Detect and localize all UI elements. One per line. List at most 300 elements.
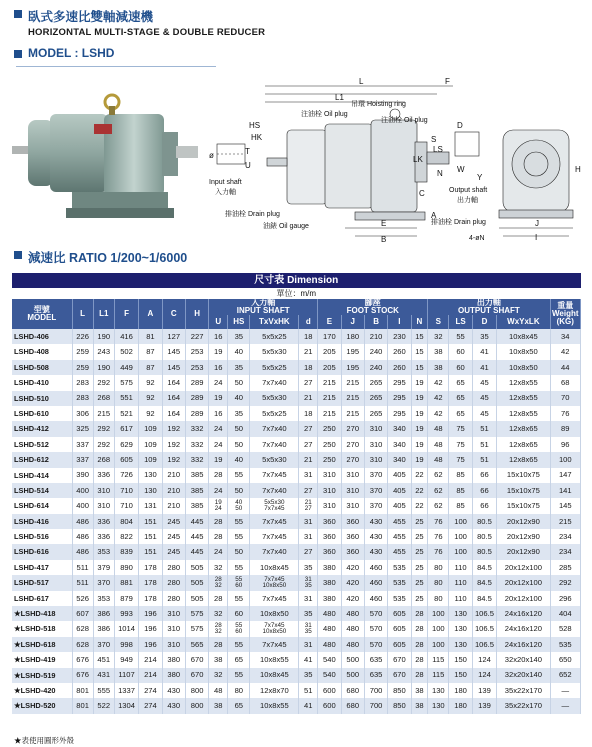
table-cell: 480 [318, 637, 341, 652]
table-cell: 370 [364, 498, 387, 513]
table-cell: 89 [550, 421, 580, 436]
table-cell: 5x5x30 [250, 452, 299, 467]
table-cell: 106.5 [472, 621, 496, 636]
table-cell: 310 [93, 498, 114, 513]
table-cell: 15x10x75 [497, 483, 550, 498]
table-cell: 150 [449, 652, 472, 667]
table-cell: 259 [72, 344, 93, 359]
table-cell: 19 [411, 452, 428, 467]
table-cell: 115 [428, 652, 449, 667]
table-cell: 332 [185, 437, 208, 452]
table-cell: 280 [162, 560, 185, 575]
group-foot-stock: 腳座 FOOT STOCK [318, 299, 428, 315]
input-shaft-label-cn: 入力軸 [215, 189, 236, 196]
table-cell: 81 [139, 329, 162, 344]
table-cell: 340 [388, 421, 411, 436]
table-cell: 998 [114, 637, 138, 652]
table-cell: 178 [139, 575, 162, 590]
footnote: ★表使用圓形外殼 [14, 736, 74, 745]
title-bullet [14, 10, 22, 18]
table-cell: 100 [550, 452, 580, 467]
table-cell: 370 [93, 575, 114, 590]
table-cell: 289 [185, 391, 208, 406]
title-en: HORIZONTAL MULTI-STAGE & DOUBLE REDUCER [28, 27, 266, 38]
col-E: E [318, 315, 341, 329]
table-cell: 283 [72, 391, 93, 406]
table-cell: 676 [72, 668, 93, 683]
table-cell: 215 [318, 391, 341, 406]
dim-4N: 4-øN [469, 235, 485, 242]
table-cell: 215 [318, 406, 341, 421]
table-cell: 100 [428, 606, 449, 621]
table-cell: 21 27 [299, 498, 318, 513]
table-cell: 575 [185, 621, 208, 636]
table-cell: 635 [364, 652, 387, 667]
table-cell: 65 [228, 698, 250, 713]
table-cell: 55 [228, 468, 250, 483]
model-cell: LSHD-616 [12, 544, 72, 559]
table-cell: 55 [228, 591, 250, 606]
table-cell: 84.5 [472, 591, 496, 606]
model-cell: LSHD-514 [12, 483, 72, 498]
table-cell: 7x7x45 [250, 591, 299, 606]
table-cell: 332 [185, 421, 208, 436]
table-cell: 70 [550, 391, 580, 406]
col-WxYxLK: WxYxLK [497, 315, 550, 329]
table-cell: 385 [185, 498, 208, 513]
table-cell: 35 [299, 668, 318, 683]
table-cell: 310 [364, 452, 387, 467]
table-cell: 196 [139, 606, 162, 621]
table-cell: 260 [388, 360, 411, 375]
table-cell: 178 [139, 591, 162, 606]
table-cell: 10x8x45 [250, 560, 299, 575]
table-cell: 31 [299, 591, 318, 606]
table-cell: 21 [299, 452, 318, 467]
table-cell: 804 [114, 514, 138, 529]
table-cell: 801 [72, 698, 93, 713]
model-cell: ★LSHD-618 [12, 637, 72, 652]
table-cell: 310 [162, 606, 185, 621]
group-input-shaft: 入力軸 INPUT SHAFT [209, 299, 318, 315]
table-cell: 360 [318, 514, 341, 529]
col-N: N [411, 315, 428, 329]
table-row [12, 591, 581, 606]
table-cell: 35 [228, 329, 250, 344]
table-cell: 380 [162, 652, 185, 667]
table-cell: 35 [299, 560, 318, 575]
table-cell: 676 [72, 652, 93, 667]
table-row [12, 437, 581, 452]
table-cell: 16 [209, 360, 228, 375]
table-cell: 460 [364, 591, 387, 606]
table-cell: 31 [299, 468, 318, 483]
table-cell: 7x7x45 [250, 514, 299, 529]
dim-HK: HK [251, 133, 263, 142]
table-cell: 526 [72, 591, 93, 606]
table-cell: 250 [318, 437, 341, 452]
table-cell: 380 [318, 575, 341, 590]
col-I: I [388, 315, 411, 329]
table-cell: 234 [550, 529, 580, 544]
table-cell: 600 [318, 683, 341, 698]
table-cell: 260 [388, 344, 411, 359]
table-cell: 68 [550, 375, 580, 390]
table-cell: 7x7x45 [250, 637, 299, 652]
table-cell: 24 [209, 421, 228, 436]
table-cell: 42 [428, 375, 449, 390]
table-cell: 710 [114, 498, 138, 513]
table-cell: 259 [72, 360, 93, 375]
table-cell: 28 [209, 468, 228, 483]
col-A: A [139, 299, 162, 329]
table-cell: 115 [428, 668, 449, 683]
col-B: B [364, 315, 387, 329]
table-cell: 28 [209, 529, 228, 544]
table-cell: 19 [411, 421, 428, 436]
table-cell: 283 [72, 375, 93, 390]
table-cell: 48 [428, 452, 449, 467]
table-cell: 7x7x40 [250, 375, 299, 390]
table-cell: 7x7x40 [250, 437, 299, 452]
table-cell: 340 [388, 437, 411, 452]
table-cell: 106.5 [472, 606, 496, 621]
table-cell: 486 [72, 544, 93, 559]
table-cell: 605 [114, 452, 138, 467]
table-cell: 190 [93, 329, 114, 344]
table-cell: 87 [139, 344, 162, 359]
table-cell: 45 [472, 391, 496, 406]
table-cell: 535 [388, 575, 411, 590]
model-cell: LSHD-416 [12, 514, 72, 529]
table-cell: 196 [139, 621, 162, 636]
table-cell: 385 [185, 468, 208, 483]
table-cell: 227 [185, 329, 208, 344]
table-cell: 38 [411, 683, 428, 698]
table-cell: 84.5 [472, 560, 496, 575]
table-cell: 51 [472, 452, 496, 467]
table-cell: 51 [299, 683, 318, 698]
table-cell: 215 [550, 514, 580, 529]
table-cell: 230 [388, 329, 411, 344]
table-cell: 65 [449, 375, 472, 390]
table-cell: 285 [550, 560, 580, 575]
table-cell: 41 [472, 344, 496, 359]
table-cell: 800 [185, 698, 208, 713]
table-cell: 420 [341, 575, 364, 590]
table-cell: 700 [364, 698, 387, 713]
col-L1: L1 [93, 299, 114, 329]
table-cell: 385 [185, 483, 208, 498]
table-cell: 28 [411, 621, 428, 636]
table-cell: 505 [185, 591, 208, 606]
table-cell: 21 [299, 391, 318, 406]
table-cell: 380 [162, 668, 185, 683]
table-cell: 92 [139, 406, 162, 421]
table-cell: 38 [209, 698, 228, 713]
table-cell: 85 [449, 498, 472, 513]
dim-L: L [359, 77, 364, 86]
table-cell: 151 [139, 544, 162, 559]
table-cell: 27 [299, 483, 318, 498]
table-cell: 28 32 [209, 575, 228, 590]
model-cell: LSHD-412 [12, 421, 72, 436]
table-cell: 139 [472, 683, 496, 698]
table-cell: 22 [411, 498, 428, 513]
model-cell: ★LSHD-518 [12, 621, 72, 636]
table-cell: 214 [139, 668, 162, 683]
table-cell: 850 [388, 683, 411, 698]
table-cell: 19 [209, 344, 228, 359]
table-cell: 40 50 [228, 498, 250, 513]
table-cell: 18 [299, 406, 318, 421]
drain-plug-label-1: 排油栓 Drain plug [225, 211, 280, 218]
table-cell: 1304 [114, 698, 138, 713]
table-cell: 430 [364, 529, 387, 544]
table-cell: 670 [185, 652, 208, 667]
table-cell: 430 [162, 683, 185, 698]
table-cell: 306 [72, 406, 93, 421]
table-cell: 28 [411, 668, 428, 683]
table-cell: 890 [114, 560, 138, 575]
table-cell: 19 [209, 391, 228, 406]
table-cell: 353 [93, 591, 114, 606]
table-cell: 32 [209, 668, 228, 683]
table-cell: 700 [364, 683, 387, 698]
table-row [12, 514, 581, 529]
table-cell: 190 [93, 360, 114, 375]
table-cell: 505 [185, 575, 208, 590]
table-cell: 19 [411, 375, 428, 390]
table-cell: 511 [72, 560, 93, 575]
table-cell: 455 [388, 544, 411, 559]
table-cell: 180 [449, 698, 472, 713]
table-cell: 55 [228, 637, 250, 652]
col-D: D [472, 315, 496, 329]
table-cell: 28 [209, 591, 228, 606]
table-cell: 295 [388, 391, 411, 406]
table-cell: 12x8x65 [497, 437, 550, 452]
table-cell: 15 [411, 329, 428, 344]
table-cell: 28 [209, 637, 228, 652]
dim-Y: Y [477, 173, 483, 182]
table-cell: 51 [472, 437, 496, 452]
table-cell: 85 [449, 483, 472, 498]
table-row [12, 575, 581, 590]
table-cell: 540 [318, 668, 341, 683]
col-d: d [299, 315, 318, 329]
table-cell: — [550, 698, 580, 713]
table-cell: 280 [162, 591, 185, 606]
table-cell: 196 [139, 637, 162, 652]
dim-J: J [535, 219, 539, 228]
table-cell: 280 [162, 575, 185, 590]
table-cell: 31 [299, 529, 318, 544]
table-cell: 295 [388, 406, 411, 421]
table-cell: 295 [388, 375, 411, 390]
table-cell: 289 [185, 406, 208, 421]
oil-plug-label-1: 注油栓 Oil plug [301, 111, 348, 118]
table-row [12, 698, 581, 713]
table-cell: 38 [209, 652, 228, 667]
group-output-shaft: 出力軸 OUTPUT SHAFT [428, 299, 550, 315]
table-cell: 110 [449, 591, 472, 606]
table-cell: 332 [185, 452, 208, 467]
table-cell: 12x8x55 [497, 406, 550, 421]
table-cell: 50 [228, 437, 250, 452]
table-cell: 80.5 [472, 544, 496, 559]
table-cell: 66 [472, 468, 496, 483]
table-cell: 38 [428, 344, 449, 359]
table-cell: 20x12x100 [497, 591, 550, 606]
table-cell: 360 [318, 529, 341, 544]
table-cell: 10x8x50 [250, 606, 299, 621]
table-cell: 310 [162, 637, 185, 652]
table-cell: — [550, 683, 580, 698]
table-cell: 27 [299, 375, 318, 390]
table-cell: 28 32 [209, 621, 228, 636]
table-cell: 310 [318, 498, 341, 513]
model-cell: LSHD-614 [12, 498, 72, 513]
table-cell: 253 [185, 360, 208, 375]
table-cell: 32 [209, 606, 228, 621]
table-cell: 50 [228, 544, 250, 559]
table-cell: 1014 [114, 621, 138, 636]
table-cell: 96 [550, 437, 580, 452]
table-cell: 124 [472, 668, 496, 683]
dimension-table [12, 273, 581, 714]
table-cell: 130 [449, 606, 472, 621]
model-label: MODEL : LSHD [28, 46, 115, 60]
table-cell: 5x5x25 [250, 406, 299, 421]
table-cell: 44 [550, 360, 580, 375]
table-cell: 270 [341, 452, 364, 467]
table-cell: 570 [364, 606, 387, 621]
table-cell: 145 [162, 344, 185, 359]
table-cell: 106.5 [472, 637, 496, 652]
table-cell: 7x7x40 [250, 544, 299, 559]
table-cell: 76 [550, 406, 580, 421]
table-cell: 62 [428, 468, 449, 483]
table-cell: 336 [93, 529, 114, 544]
table-cell: 38 [411, 698, 428, 713]
table-cell: 210 [162, 483, 185, 498]
dimension-drawing [205, 72, 583, 242]
table-cell: 87 [139, 360, 162, 375]
table-cell: 380 [318, 591, 341, 606]
table-cell: 245 [162, 529, 185, 544]
table-cell: 130 [139, 483, 162, 498]
table-cell: 27 [299, 437, 318, 452]
table-cell: 500 [341, 652, 364, 667]
table-cell: 80 [228, 683, 250, 698]
table-cell: 480 [318, 606, 341, 621]
col-J: J [341, 315, 364, 329]
model-rule [16, 66, 216, 67]
table-cell: 5x5x30 [250, 391, 299, 406]
table-cell: 274 [139, 698, 162, 713]
table-cell: 451 [93, 652, 114, 667]
col-weight: 重量 Weight (KG) [550, 299, 580, 329]
table-cell: 75 [449, 421, 472, 436]
table-cell: 405 [388, 483, 411, 498]
table-cell: 130 [449, 621, 472, 636]
table-cell: 292 [550, 575, 580, 590]
table-cell: 25 [411, 560, 428, 575]
title-cn: 臥式多速比雙軸減速機 [28, 10, 154, 24]
table-cell: 289 [185, 375, 208, 390]
table-cell: 430 [364, 514, 387, 529]
table-cell: 180 [449, 683, 472, 698]
table-cell: 570 [364, 621, 387, 636]
table-cell: 670 [185, 668, 208, 683]
oil-plug-label-2: 注油栓 Oil plug [381, 117, 428, 124]
hoisting-ring-label: 吊環 Hoisting ring [351, 101, 406, 108]
table-cell: 195 [341, 344, 364, 359]
table-cell: 45 [472, 375, 496, 390]
reducer-photo [12, 92, 198, 222]
table-cell: 617 [114, 421, 138, 436]
table-cell: 380 [318, 560, 341, 575]
table-cell: 25 [411, 544, 428, 559]
table-cell: 24 [209, 437, 228, 452]
dim-HS: HS [249, 121, 261, 130]
table-cell: 1337 [114, 683, 138, 698]
ratio-bullet [14, 251, 22, 259]
table-cell: 600 [318, 698, 341, 713]
table-cell: 130 [449, 637, 472, 652]
table-row [12, 652, 581, 667]
table-row [12, 637, 581, 652]
table-cell: 234 [550, 544, 580, 559]
col-L: L [72, 299, 93, 329]
table-cell: 55 [449, 329, 472, 344]
table-cell: 92 [139, 375, 162, 390]
dim-U: U [245, 161, 251, 170]
table-cell: 50 [228, 421, 250, 436]
ratio-label: 減速比 RATIO 1/200~1/6000 [28, 251, 188, 265]
table-cell: 32 [428, 329, 449, 344]
table-cell: 500 [341, 668, 364, 683]
table-cell: 12x8x55 [497, 375, 550, 390]
drain-plug-label-2: 排油栓 Drain plug [431, 219, 486, 226]
table-row [12, 560, 581, 575]
table-cell: 460 [364, 575, 387, 590]
table-cell: 505 [185, 560, 208, 575]
table-cell: 405 [388, 468, 411, 483]
table-cell: 5x5x25 [250, 360, 299, 375]
model-cell: LSHD-512 [12, 437, 72, 452]
table-cell: 170 [318, 329, 341, 344]
table-cell: 19 [411, 437, 428, 452]
table-cell: 570 [364, 637, 387, 652]
table-cell: 164 [162, 375, 185, 390]
model-cell: LSHD-408 [12, 344, 72, 359]
table-cell: 210 [162, 468, 185, 483]
table-cell: 24x16x120 [497, 637, 550, 652]
table-cell: 680 [341, 683, 364, 698]
table-cell: 20x12x90 [497, 514, 550, 529]
table-cell: 292 [93, 437, 114, 452]
table-cell: 45 [472, 406, 496, 421]
table-row [12, 621, 581, 636]
table-cell: 110 [449, 575, 472, 590]
table-cell: 650 [550, 652, 580, 667]
table-cell: 370 [364, 483, 387, 498]
table-cell: 215 [93, 406, 114, 421]
table-cell: 652 [550, 668, 580, 683]
table-cell: 240 [364, 344, 387, 359]
